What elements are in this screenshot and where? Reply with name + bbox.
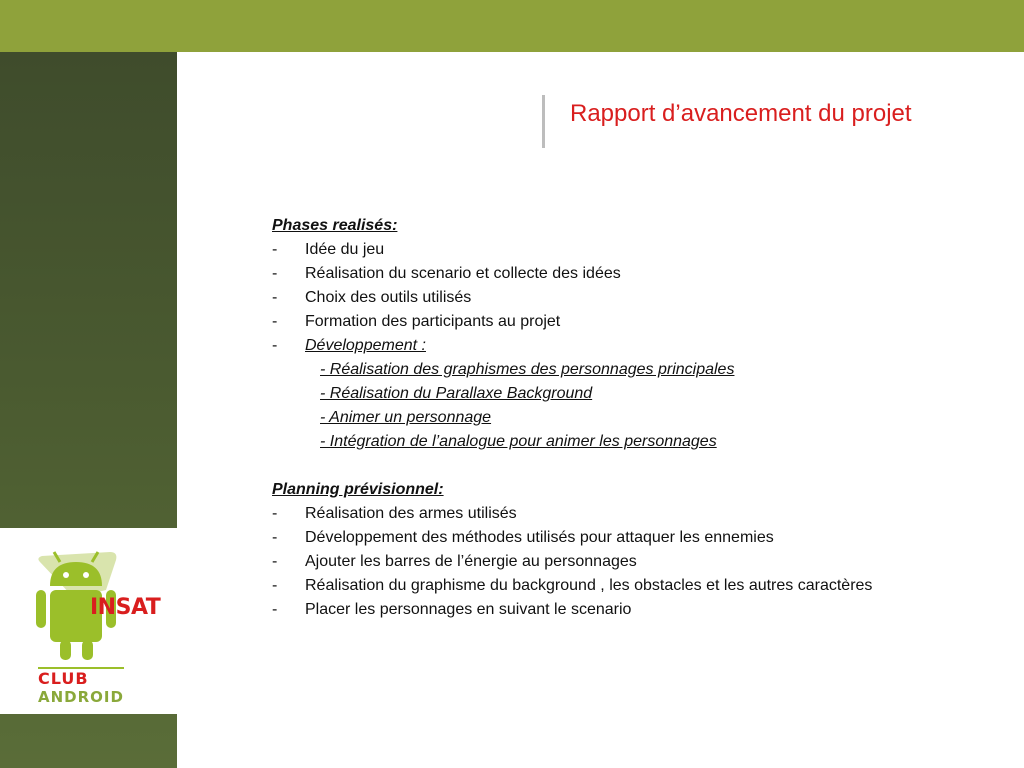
list-item: - Réalisation du graphisme du background , les obstacles et les autres caractères (272, 577, 873, 594)
logo-club-text: CLUB (38, 669, 89, 688)
list-item: - Développement : (272, 337, 426, 354)
sub-list-item: - Intégration de l’analogue pour animer les personnages (320, 433, 717, 450)
list-item: - Idée du jeu (272, 241, 385, 258)
top-banner (0, 0, 1024, 52)
sub-list-item: - Animer un personnage (320, 409, 492, 426)
club-android-insat-logo (0, 528, 177, 714)
logo-android-text: ANDROID (38, 688, 124, 706)
sub-list-item: - Réalisation du Parallaxe Background (320, 385, 593, 402)
list-item: - Réalisation du scenario et collecte des idées (272, 265, 621, 282)
list-item: - Formation des participants au projet (272, 313, 561, 330)
logo-insat-text: INSAT (90, 595, 161, 620)
list-item: - Choix des outils utilisés (272, 289, 472, 306)
planning-heading: Planning prévisionnel: (272, 481, 444, 498)
list-item: - Réalisation des armes utilisés (272, 505, 517, 522)
slide-title: Rapport d’avancement du projet (570, 100, 912, 127)
sub-list-item: - Réalisation des graphismes des personnages principales (320, 361, 735, 378)
list-item: - Placer les personnages en suivant le scenario (272, 601, 632, 618)
phases-heading: Phases realisés: (272, 217, 398, 234)
slide-content (272, 214, 972, 622)
list-item: - Développement des méthodes utilisés pour attaquer les ennemies (272, 529, 774, 546)
title-divider (542, 95, 545, 148)
list-item: - Ajouter les barres de l’énergie au personnages (272, 553, 637, 570)
spacer (272, 454, 972, 478)
